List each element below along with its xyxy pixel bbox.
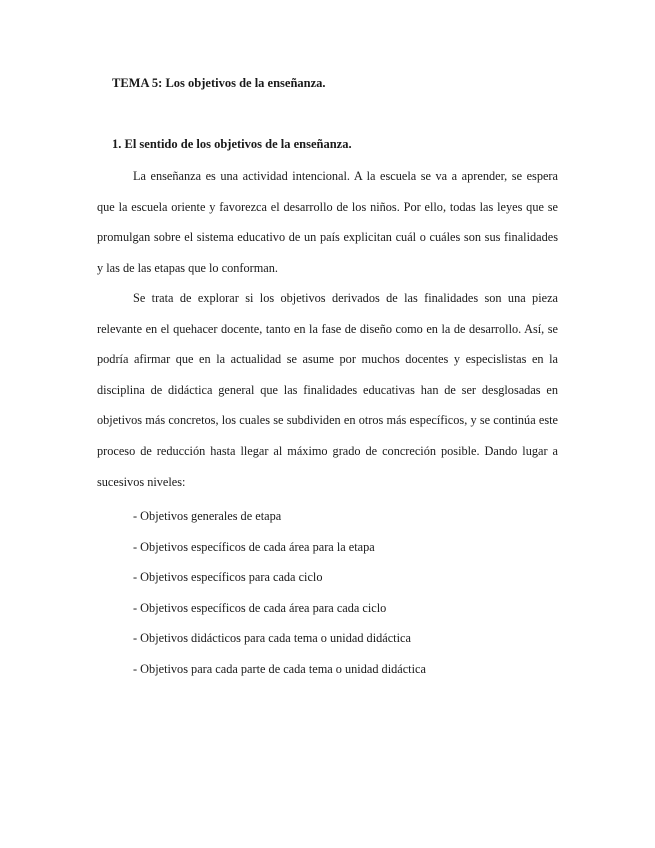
list-item: - Objetivos específicos de cada área para la etapa	[133, 539, 375, 554]
list-item: - Objetivos específicos para cada ciclo	[133, 570, 323, 585]
list-item: - Objetivos para cada parte de cada tema o unidad didáctica	[133, 661, 426, 676]
list-item: - Objetivos didácticos para cada tema o unidad didáctica	[133, 631, 411, 646]
document-title: TEMA 5: Los objetivos de la enseñanza.	[112, 76, 326, 90]
paragraph-intro: La enseñanza es una actividad intencional. A la escuela se va a aprender, se espera que la escuela oriente y favorezca el desarrollo de los niños. Por ello, todas las leyes que se promulgan sobre el sistema educativo de un país explicitan cuál o cuáles son sus finalidades y las de las etapas que lo conforman.	[97, 169, 558, 275]
list-item: - Objetivos específicos de cada área para cada ciclo	[133, 600, 387, 615]
list-item: - Objetivos generales de etapa	[133, 509, 282, 523]
levels-list	[133, 501, 426, 685]
section-heading: 1. El sentido de los objetivos de la enseñanza.	[112, 137, 352, 151]
paragraph-objectives: Se trata de explorar si los objetivos derivados de las finalidades son una pieza relevante en el quehacer docente, tanto en la fase de diseño como en la de desarrollo. Así, se podría afirmar que en la actualidad se asume por muchos docentes y especislistas en la disciplina de didáctica general que las finalidades educativas han de ser desglosadas en objetivos más concretos, los cuales se subdividen en otros más específicos, y se continúa este proceso de reducción hasta llegar al máximo grado de concreción posible. Dando lugar a sucesivos niveles:	[97, 291, 558, 489]
